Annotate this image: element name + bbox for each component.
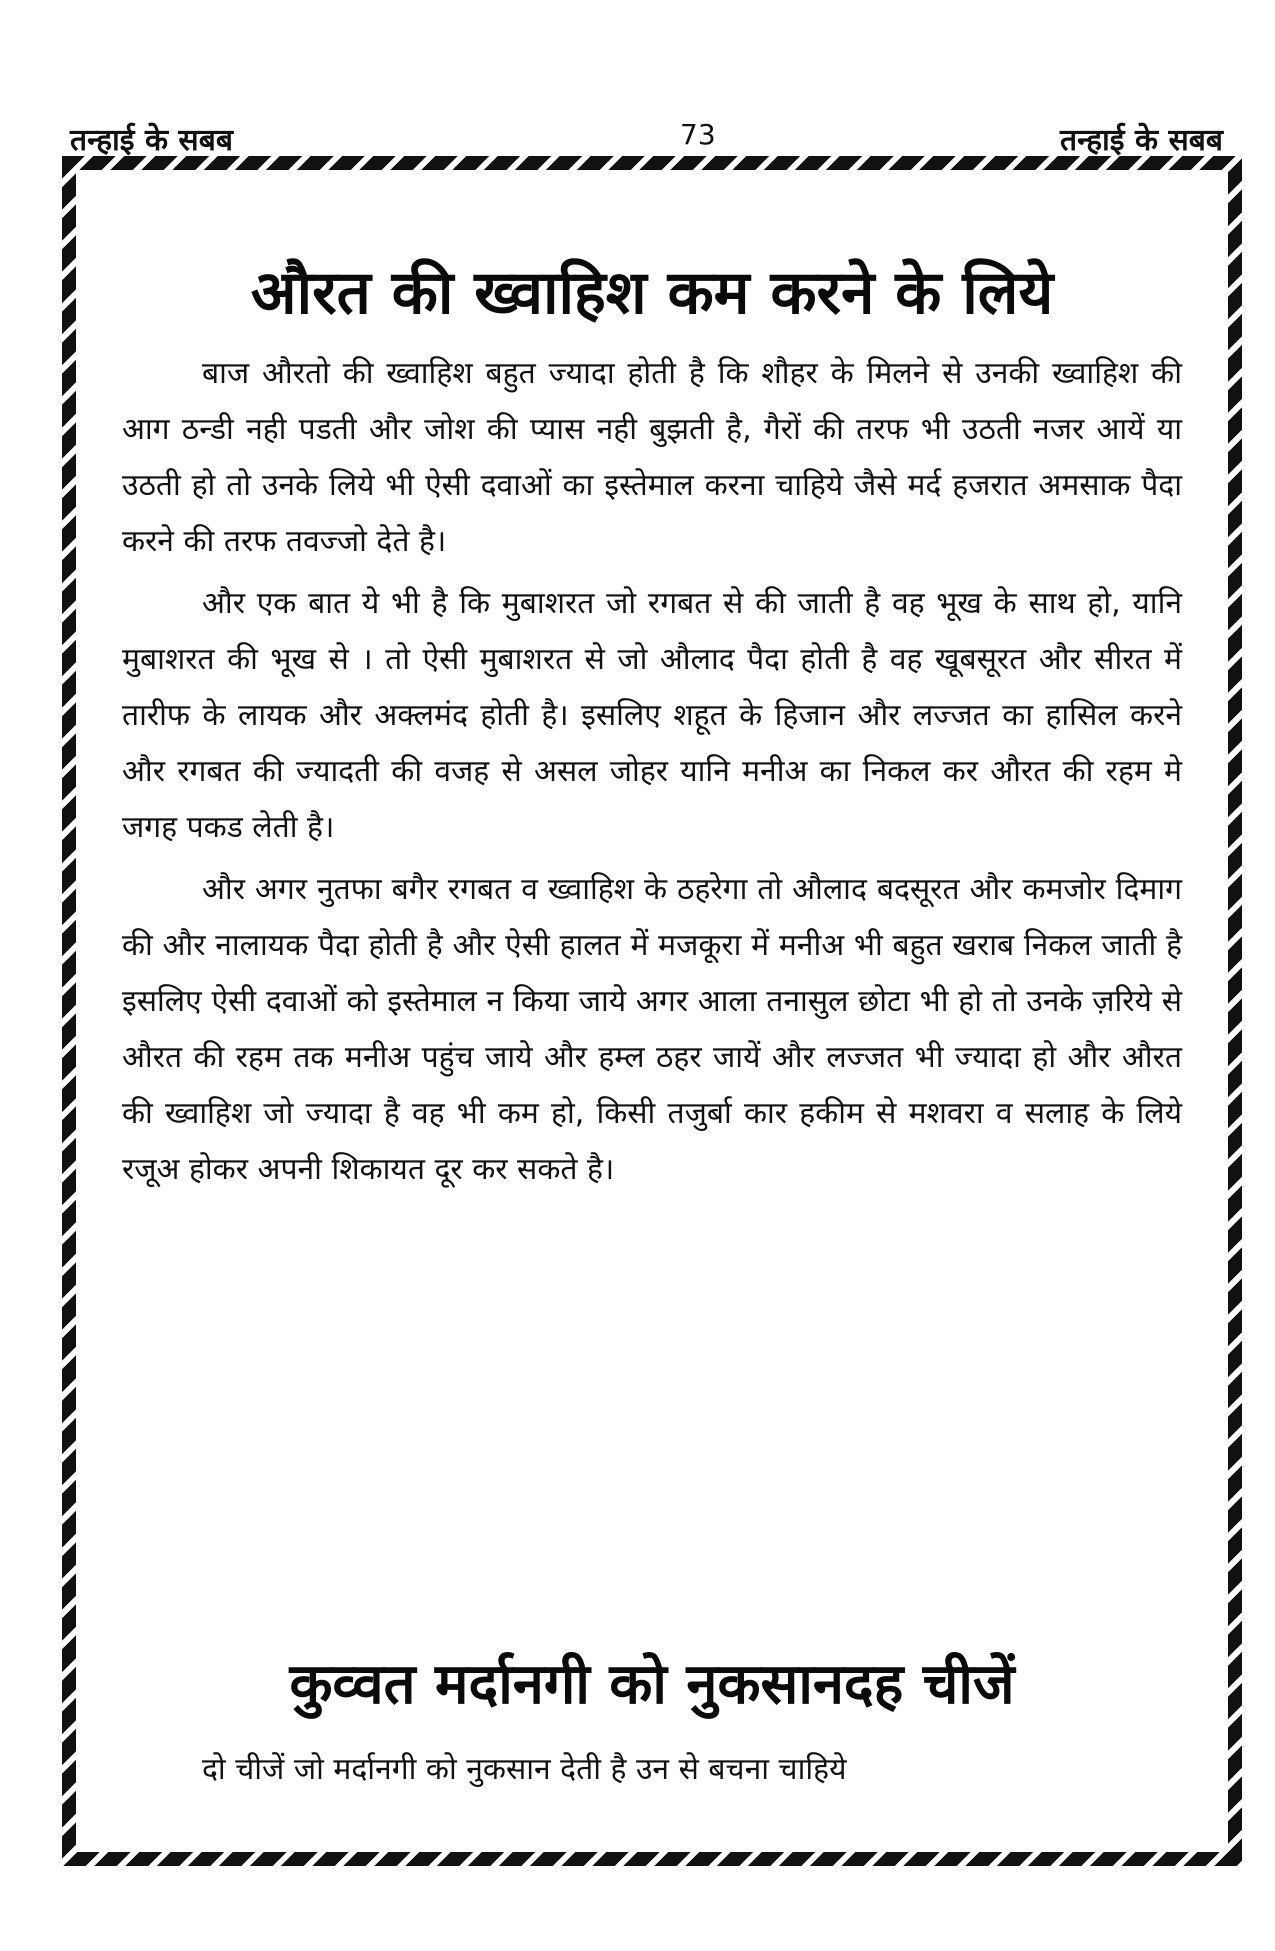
running-head-right: तन्हाई के सबब xyxy=(1060,123,1223,158)
page-title: औरत की ख्वाहिश कम करने के लिये xyxy=(250,258,1054,328)
body-text xyxy=(122,346,1182,1204)
paragraph-3: और अगर नुतफा बगैर रगबत व ख्वाहिश के ठहरेगा तो औलाद बदसूरत और कमजोर दिमाग की और नालायक पैदा होती है और ऐसी हालत में मजकूरा में मनीअ भी बहुत खराब निकल जाती है इसलिए ऐसी दवाओं को इस्तेमाल न किया जाये अगर आला तनासुल छोटा भी हो तो उनके ज़रिये से औरत की रहम तक मनीअ पहुंच जाये और हम्ल ठहर जायें और लज्जत भी ज्यादा हो और औरत की ख्वाहिश जो ज्यादा है वह भी कम हो, किसी तजुर्बा कार हकीम से मशवरा व सलाह के लिये रजूअ होकर अपनी शिकायत दूर कर सकते है। xyxy=(122,872,1182,1187)
closing-line: दो चीजें जो मर्दानगी को नुकसान देती है उन से बचना चाहिये xyxy=(202,1752,847,1787)
page-number: 73 xyxy=(680,118,716,151)
page-content xyxy=(82,176,1222,1846)
running-head-left: तन्हाई के सबब xyxy=(70,123,233,158)
paragraph-1: बाज औरतो की ख्वाहिश बहुत ज्यादा होती है कि शौहर के मिलने से उनकी ख्वाहिश की आग ठन्डी नही पडती और जोश की प्यास नही बुझती है, गैरों की तरफ भी उठती नजर आयें या उठती हो तो उनके लिये भी ऐसी दवाओं का इस्तेमाल करना चाहिये जैसे मर्द हजरात अमसाक पैदा करने की तरफ तवज्जो देते है। xyxy=(122,356,1182,559)
paragraph-2: और एक बात ये भी है कि मुबाशरत जो रगबत से की जाती है वह भूख के साथ हो, यानि मुबाशरत की भूख से । तो ऐसी मुबाशरत से जो औलाद पैदा होती है वह खूबसूरत और सीरत में तारीफ के लायक और अक्लमंद होती है। इसलिए शहूत के हिजान और लज्जत का हासिल करने और रगबत की ज्यादती की वजह से असल जोहर यानि मनीअ का निकल कर औरत की रहम मे जगह पकड लेती है। xyxy=(122,586,1182,845)
section-heading: कुव्वत मर्दानगी को नुकसानदह चीजें xyxy=(289,1652,1015,1717)
